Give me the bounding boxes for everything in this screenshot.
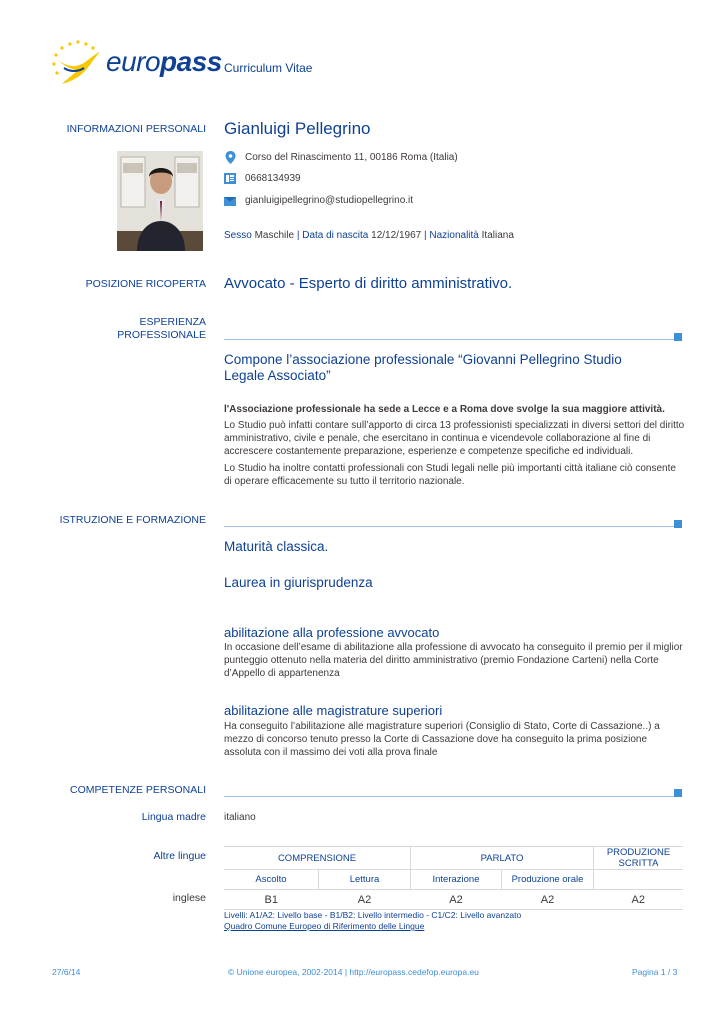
education-item-3-title: abilitazione alla professione avvocato bbox=[224, 625, 440, 640]
phone-icon bbox=[224, 173, 236, 184]
education-item-4-title: abilitazione alle magistrature superiori bbox=[224, 703, 443, 718]
document-title: Curriculum Vitae bbox=[224, 61, 313, 75]
language-row-label: inglese bbox=[172, 892, 206, 904]
section-divider bbox=[224, 796, 674, 797]
header-comprehension: COMPRENSIONE bbox=[224, 847, 411, 870]
level-writing: A2 bbox=[594, 890, 684, 910]
section-label-personal-info: INFORMAZIONI PERSONALI bbox=[66, 123, 206, 135]
section-label-experience: ESPERIENZA PROFESSIONALE bbox=[117, 316, 206, 341]
education-item-3-text: In occasione dell’esame di abilitazione alla professione di avvocato ha conseguito il premio per il miglior punteggio ottenuto nella materia del diritto amministrativo (premio Fondazione Carteni) nella Corte d’Appello di appartenenza bbox=[224, 642, 683, 679]
header-speaking: PARLATO bbox=[411, 847, 594, 870]
section-label-position: POSIZIONE RICOPERTA bbox=[85, 278, 206, 290]
phone-text: 0668134939 bbox=[245, 173, 301, 184]
profile-photo bbox=[117, 151, 203, 251]
experience-title: Compone l’associazione professionale “Giovanni Pellegrino Studio Legale Associato” bbox=[224, 352, 622, 383]
level-reading: A2 bbox=[319, 890, 411, 910]
position-value: Avvocato - Esperto di diritto amministrativo. bbox=[224, 275, 513, 292]
gender-value: Maschile bbox=[254, 230, 295, 241]
levels-note: Livelli: A1/A2: Livello base - B1/B2: Livello intermedio - C1/C2: Livello avanzato bbox=[224, 910, 522, 920]
section-marker bbox=[674, 789, 682, 797]
europass-star-figure-icon bbox=[48, 38, 108, 90]
language-skills-table bbox=[224, 846, 683, 910]
framework-link[interactable]: Quadro Comune Europeo di Riferimento delle Lingue bbox=[224, 921, 425, 931]
experience-paragraph-2: Lo Studio ha inoltre contatti professionali con Studi legali nelle più importanti città italiane ciò consente di operare efficacemente su tutto il territorio nazionale. bbox=[224, 463, 676, 487]
mother-tongue-label: Lingua madre bbox=[141, 811, 206, 823]
logo-text-euro: euro bbox=[106, 46, 161, 77]
person-name: Gianluigi Pellegrino bbox=[224, 119, 371, 138]
nationality-label: Nazionalità bbox=[429, 230, 479, 241]
section-divider bbox=[224, 339, 674, 340]
mother-tongue-value: italiano bbox=[224, 812, 256, 823]
profile-photo-icon bbox=[117, 151, 203, 251]
dob-label: Data di nascita bbox=[302, 230, 369, 241]
footer-date: 27/6/14 bbox=[52, 967, 81, 977]
nationality-value: Italiana bbox=[481, 230, 514, 241]
subheader-interaction: Interazione bbox=[411, 870, 502, 890]
europass-logo bbox=[48, 38, 222, 90]
other-languages-label: Altre lingue bbox=[153, 850, 206, 862]
personal-details-line: Sesso Maschile | Data di nascita 12/12/1967 | Nazionalità Italiana bbox=[224, 230, 514, 241]
section-label-education: ISTRUZIONE E FORMAZIONE bbox=[59, 514, 206, 526]
logo-text-pass: pass bbox=[160, 46, 222, 77]
email-icon bbox=[224, 197, 236, 206]
footer-copyright: © Unione europea, 2002-2014 | http://europass.cedefop.europa.eu bbox=[228, 967, 479, 977]
section-label-skills: COMPETENZE PERSONALI bbox=[70, 784, 206, 796]
subheader-reading: Lettura bbox=[319, 870, 411, 890]
subheader-listening: Ascolto bbox=[224, 870, 319, 890]
header-writing: PRODUZIONE SCRITTA bbox=[594, 847, 684, 870]
location-pin-icon bbox=[225, 151, 236, 164]
section-marker bbox=[674, 520, 682, 528]
level-listening: B1 bbox=[224, 890, 319, 910]
education-item-2: Laurea in giurisprudenza bbox=[224, 575, 373, 590]
education-item-1: Maturità classica. bbox=[224, 539, 329, 554]
footer-page-number: Pagina 1 / 3 bbox=[632, 967, 678, 977]
section-divider bbox=[224, 526, 674, 527]
level-interaction: A2 bbox=[411, 890, 502, 910]
level-oral-production: A2 bbox=[502, 890, 594, 910]
email-text[interactable]: gianluigipellegrino@studiopellegrino.it bbox=[245, 195, 414, 206]
gender-label: Sesso bbox=[224, 230, 252, 241]
section-marker bbox=[674, 333, 682, 341]
dob-value: 12/12/1967 bbox=[371, 230, 422, 241]
experience-bold-line: l'Associazione professionale ha sede a Lecce e a Roma dove svolge la sua maggiore attività. bbox=[224, 404, 665, 415]
education-item-4-text: Ha conseguito l’abilitazione alle magistrature superiori (Consiglio di Stato, Corte di Cassazione..) a mezzo di concorso tenuto presso la Corte di Cassazione dove ha conseguito la prima posizione assoluta con il massimo dei voti alla prova finale bbox=[224, 721, 660, 758]
subheader-oral-production: Produzione orale bbox=[502, 870, 594, 890]
address-text: Corso del Rinascimento 11, 00186 Roma (Italia) bbox=[245, 152, 458, 163]
experience-paragraph-1: Lo Studio può infatti contare sull’apporto di circa 13 professionisti specializzati in diversi settori del diritto amministrativo, civile e penale, che esercitano in continua e vicendevole collaborazione al fine di accrescere costantemente preparazione, esperienze e competenze specifiche ed individuali. bbox=[224, 420, 685, 457]
